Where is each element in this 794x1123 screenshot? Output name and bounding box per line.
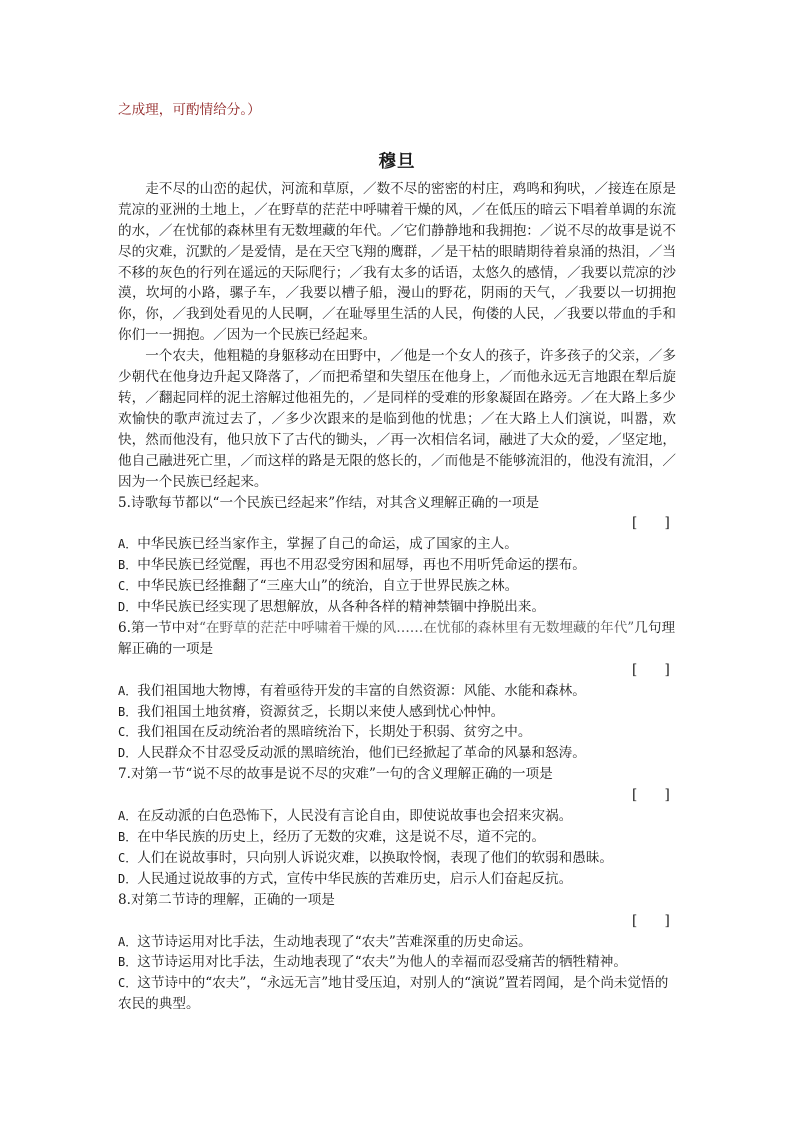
question-stem: 8.对第二节诗的理解，正确的一项是 — [118, 891, 335, 908]
option-d: D．人民通过说故事的方式，宣传中华民族的苦难历史，启示人们奋起反抗。 — [118, 870, 573, 887]
option-b: B．这节诗运用对比手法，生动地表现了“农夫”为他人的幸福而忍受痛苦的牺牲精神。 — [118, 954, 627, 971]
question-5 — [118, 493, 676, 618]
poem-paragraph: 走不尽的山峦的起伏，河流和草原，／数不尽的密密的村庄，鸡鸣和狗吠，／接连在原是荒凉的亚洲的土地上，／在野草的茫茫中呼啸着干燥的风，／在低压的暗云下唱着单调的东流的水，／在忧郁的森林里有无数埋藏的年代。／它们静静地和我拥抱：／说不尽的故事是说不尽的灾难，沉默的／是爱情，是在天空飞翔的鹰群，／是干枯的眼睛期待着泉涌的热泪，／当不移的灰色的行列在遥远的天际爬行；／我有太多的话语，太悠久的感情，／我要以荒凉的沙漠，坎坷的小路，骡子车，／我要以槽子船，漫山的野花，阴雨的天气，／我要以一切拥抱你，你，／我到处看见的人民啊，／在耻辱里生活的人民，佝偻的人民，／我要以带血的手和你们一一拥抱。／因为一个民族已经起来。 — [118, 180, 676, 344]
answer-bracket[interactable]: [ ] — [632, 515, 670, 532]
option-a: A．我们祖国地大物博，有着亟待开发的丰富的自然资源：风能、水能和森林。 — [118, 682, 586, 699]
option-d: D．中华民族已经实现了思想解放，从各种各样的精神禁锢中挣脱出来。 — [118, 599, 546, 616]
carry-over-text: 之成理，可酌情给分。） — [118, 102, 261, 118]
option-a: A．在反动派的白色恐怖下，人民没有言论自由，即使说故事也会招来灾祸。 — [118, 808, 573, 825]
question-6 — [118, 618, 676, 764]
question-stem: 7.对第一节“说不尽的故事是说不尽的灾难”一句的含义理解正确的一项是 — [118, 766, 553, 783]
option-b: B．我们祖国土地贫瘠，资源贫乏，长期以来使人感到忧心忡忡。 — [118, 703, 505, 720]
poem-title: 穆旦 — [378, 151, 416, 172]
option-a: A．这节诗运用对比手法，生动地表现了“农夫”苦难深重的历史命运。 — [118, 933, 532, 950]
option-a: A．中华民族已经当家作主，掌握了自己的命运，成了国家的主人。 — [118, 536, 518, 553]
question-stem: 5.诗歌每节都以“一个民族已经起来”作结，对其含义理解正确的一项是 — [118, 494, 540, 511]
question-stem: 6.第一节中对“在野草的茫茫中呼啸着干燥的风……在忧郁的森林里有无数埋藏的年代”几句理解正确的一项是 — [118, 619, 676, 657]
poem-paragraph: 一个农夫，他粗糙的身躯移动在田野中，／他是一个女人的孩子，许多孩子的父亲，／多少朝代在他身边升起又降落了，／而把希望和失望压在他身上，／而他永远无言地跟在犁后旋转，／翻起同样的泥土溶解过他祖先的，／是同样的受难的形象凝固在路旁。／在大路上多少欢愉快的歌声流过去了，／多少次跟来的是临到他的忧患；／在大路上人们演说，叫嚣，欢快，然而他没有，他只放下了古代的锄头，／再一次相信名词，融进了大众的爱，／坚定地，他自己融进死亡里，／而这样的路是无限的悠长的，／而他是不能够流泪的，他没有流泪，／因为一个民族已经起来。 — [118, 348, 676, 490]
option-b: B．在中华民族的历史上，经历了无数的灾难，这是说不尽，道不完的。 — [118, 829, 546, 845]
option-c: C．人们在说故事时，只向别人诉说灾难，以换取怜悯，表现了他们的软弱和愚昧。 — [118, 849, 614, 866]
document-page — [118, 100, 676, 1015]
quoted-lines: “在野草的茫茫中呼啸着干燥的风……在忧郁的森林里有无数埋藏的年代” — [198, 619, 635, 636]
answer-bracket[interactable]: [ ] — [632, 661, 670, 678]
option-c: C．我们祖国在反动统治者的黑暗统治下，长期处于积弱、贫穷之中。 — [118, 724, 532, 741]
answer-bracket[interactable]: [ ] — [632, 912, 670, 929]
question-7 — [118, 764, 676, 889]
question-8 — [118, 890, 676, 1015]
answer-bracket[interactable]: [ ] — [632, 787, 670, 804]
option-c: C．中华民族已经推翻了“三座大山”的统治，自立于世界民族之林。 — [118, 578, 519, 595]
option-d: D．人民群众不甘忍受反动派的黑暗统治，他们已经掀起了革命的风暴和怒涛。 — [118, 745, 586, 762]
option-c: C．这节诗中的“农夫”，“永远无言”地甘受压迫，对别人的“演说”置若罔闻，是个尚未觉悟的农民的典型。 — [118, 975, 669, 1013]
option-b: B．中华民族已经觉醒，再也不用忍受穷困和屈辱，再也不用听凭命运的摆布。 — [118, 557, 586, 574]
